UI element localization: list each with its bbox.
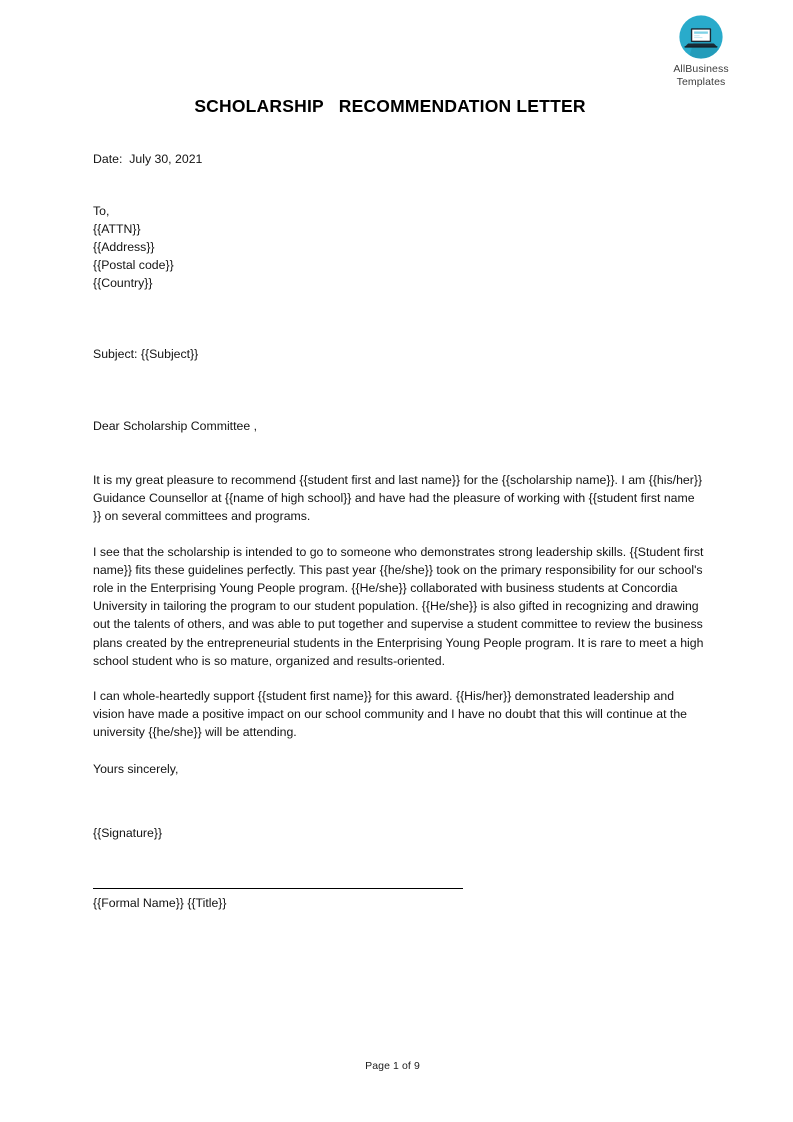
signature-rule [93, 888, 463, 889]
subject-line: Subject: {{Subject}} [93, 347, 199, 361]
letter-paragraph-2: I see that the scholarship is intended to go to someone who demonstrates strong leadership skills. {{Student first name}} fits these guidelines perfectly. This past year {{he/she}} took on the primary responsibility for our school's role in the Enterprising Young People program. {{He/she}} collaborated with business students at Concordia University in tailoring the program to our student population. {{He/she}} is also gifted in recognizing and drawing out the talents of others, and was able to put together and supervise a student committee to review the business plans created by the entrepreneurial students in the Enterprising Young People program. It is rare to meet a high school student who is so mature, organized and results-oriented. [93, 544, 704, 668]
signer-name-title: {{Formal Name}} {{Title}} [93, 895, 227, 910]
address-line: {{Postal code}} [93, 258, 174, 272]
spacer [93, 742, 705, 760]
spacer [93, 292, 705, 345]
recipient-address-block [93, 202, 705, 292]
spacer [93, 363, 705, 417]
date-line: Date: July 30, 2021 [93, 152, 203, 166]
address-line: {{Country}} [93, 276, 153, 290]
spacer [93, 168, 705, 202]
spacer [93, 778, 705, 824]
letter-paragraph-3: I can whole-heartedly support {{student first name}} for this award. {{His/her}} demonstrated leadership and vision have made a positive impact on our school community and I have no doubt that this will continue at the university {{he/she}} will be attending. [93, 689, 688, 740]
letter-body [93, 150, 705, 912]
brand-logo [641, 14, 761, 88]
address-line: To, [93, 204, 110, 218]
signature-placeholder: {{Signature}} [93, 825, 163, 840]
page-title: SCHOLARSHIP RECOMMENDATION LETTER [194, 96, 586, 116]
address-line: {{Address}} [93, 240, 155, 254]
brand-logo-line1: AllBusiness [673, 63, 729, 75]
brand-logo-text [641, 63, 761, 88]
address-line: {{ATTN}} [93, 222, 141, 236]
letter-paragraph-1: It is my great pleasure to recommend {{student first and last name}} for the {{scholarship name}}. I am {{his/her}} Guidance Counsellor at {{name of high school}} and have had the pleasure of working with {{student first name }} on several committees and programs. [93, 473, 703, 524]
salutation: Dear Scholarship Committee , [93, 419, 258, 433]
laptop-in-circle-icon [678, 14, 724, 60]
spacer [93, 526, 705, 543]
spacer [93, 435, 705, 471]
page-footer: Page 1 of 9 [365, 1060, 420, 1072]
brand-logo-line2: Templates [676, 75, 726, 88]
spacer [93, 842, 705, 888]
spacer [93, 670, 705, 687]
closing-line: Yours sincerely, [93, 761, 179, 776]
